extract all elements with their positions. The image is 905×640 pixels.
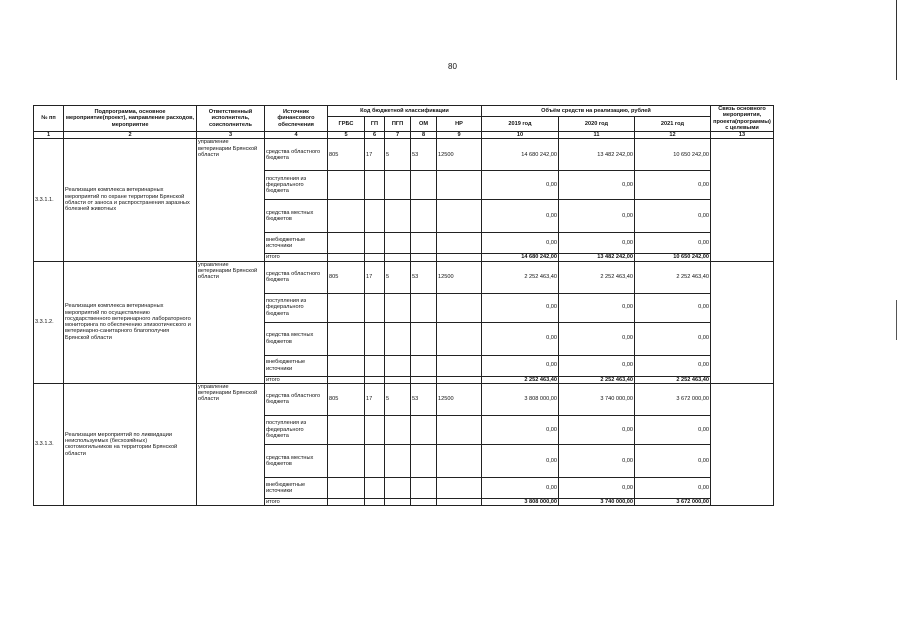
amount-2019: 0,00 (482, 444, 559, 477)
pgp-cell (385, 355, 411, 376)
item-number: 3.3.1.1. (34, 139, 64, 261)
amount-2021: 0,00 (635, 355, 711, 376)
total-2019: 2 252 463,40 (482, 376, 559, 383)
om-cell (411, 477, 437, 498)
source-local: средства местных бюджетов (265, 322, 328, 355)
source-regional: средства областного бюджета (265, 261, 328, 293)
pgp-cell (385, 376, 411, 383)
total-2021: 3 672 000,00 (635, 498, 711, 505)
nr-cell (437, 293, 482, 322)
gp-cell (365, 376, 385, 383)
header-grbs: ГРБС (328, 117, 365, 132)
header-2019: 2019 год (482, 117, 559, 132)
nr-cell: 12500 (437, 261, 482, 293)
pgp-cell (385, 293, 411, 322)
grbs-cell (328, 293, 365, 322)
om-cell (411, 233, 437, 254)
om-cell (411, 415, 437, 444)
item-number: 3.3.1.3. (34, 383, 64, 505)
column-number-row (34, 132, 774, 139)
margin-rule-lower (896, 300, 897, 340)
grbs-cell (328, 233, 365, 254)
nr-cell (437, 233, 482, 254)
source-extra: внебюджетные источники (265, 233, 328, 254)
om-cell (411, 498, 437, 505)
gp-cell (365, 322, 385, 355)
om-cell (411, 355, 437, 376)
amount-2020: 0,00 (559, 322, 635, 355)
pgp-cell (385, 233, 411, 254)
col-number: 1 (34, 132, 64, 139)
header-volume: Объём средств на реализацию, рублей (482, 106, 711, 117)
header-pgp: ПГП (385, 117, 411, 132)
header-executor: Ответственный исполнитель, соисполнитель (197, 106, 265, 132)
pgp-cell (385, 444, 411, 477)
amount-2021: 0,00 (635, 233, 711, 254)
om-cell (411, 254, 437, 261)
grbs-cell (328, 477, 365, 498)
grbs-cell (328, 444, 365, 477)
om-cell (411, 200, 437, 233)
amount-2019: 0,00 (482, 233, 559, 254)
col-number: 11 (559, 132, 635, 139)
amount-2019: 0,00 (482, 355, 559, 376)
amount-2019: 0,00 (482, 415, 559, 444)
amount-2019: 14 680 242,00 (482, 139, 559, 171)
source-extra: внебюджетные источники (265, 355, 328, 376)
grbs-cell (328, 200, 365, 233)
item-description: Реализация комплекса ветеринарных мероприятий по охране территории Брянской области от заноса и распространения заразных болезней животных (64, 139, 197, 261)
header-2021: 2021 год (635, 117, 711, 132)
col-number: 4 (265, 132, 328, 139)
nr-cell (437, 355, 482, 376)
amount-2020: 0,00 (559, 355, 635, 376)
header-nr: НР (437, 117, 482, 132)
col-number: 7 (385, 132, 411, 139)
grbs-cell (328, 322, 365, 355)
gp-cell (365, 200, 385, 233)
nr-cell: 12500 (437, 139, 482, 171)
col-number: 6 (365, 132, 385, 139)
item-description: Реализация комплекса ветеринарных мероприятий по осуществлению государственного ветеринарного лабораторного мониторинга по обеспечению эпизоотического и ветеринарно-санитарного благополучия Брянской области (64, 261, 197, 383)
amount-2020: 13 482 242,00 (559, 139, 635, 171)
grbs-cell (328, 355, 365, 376)
nr-cell (437, 322, 482, 355)
amount-2021: 0,00 (635, 444, 711, 477)
header-row-1 (34, 106, 774, 117)
amount-2019: 0,00 (482, 322, 559, 355)
table-row (34, 383, 774, 415)
grbs-cell (328, 498, 365, 505)
om-cell (411, 376, 437, 383)
amount-2020: 0,00 (559, 293, 635, 322)
item-executor: управление ветеринарии Брянской области (197, 139, 265, 261)
grbs-cell (328, 171, 365, 200)
pgp-cell (385, 498, 411, 505)
col-number: 2 (64, 132, 197, 139)
total-2020: 3 740 000,00 (559, 498, 635, 505)
grbs-cell: 805 (328, 139, 365, 171)
table-row (34, 261, 774, 293)
item-number: 3.3.1.2. (34, 261, 64, 383)
grbs-cell (328, 376, 365, 383)
nr-cell: 12500 (437, 383, 482, 415)
nr-cell (437, 415, 482, 444)
nr-cell (437, 498, 482, 505)
gp-cell: 17 (365, 261, 385, 293)
header-om: ОМ (411, 117, 437, 132)
item-executor: управление ветеринарии Брянской области (197, 383, 265, 505)
om-cell: 53 (411, 139, 437, 171)
om-cell: 53 (411, 383, 437, 415)
amount-2019: 3 808 000,00 (482, 383, 559, 415)
header-link: Связь основного мероприятия, проекта(программы) с целевыми (711, 106, 774, 132)
link-cell (711, 261, 774, 383)
source-local: средства местных бюджетов (265, 200, 328, 233)
amount-2021: 0,00 (635, 477, 711, 498)
source-total: итого (265, 254, 328, 261)
grbs-cell: 805 (328, 261, 365, 293)
om-cell (411, 444, 437, 477)
gp-cell (365, 233, 385, 254)
gp-cell (365, 498, 385, 505)
amount-2020: 3 740 000,00 (559, 383, 635, 415)
pgp-cell (385, 322, 411, 355)
header-2020: 2020 год (559, 117, 635, 132)
amount-2021: 0,00 (635, 322, 711, 355)
col-number: 13 (711, 132, 774, 139)
total-2021: 2 252 463,40 (635, 376, 711, 383)
pgp-cell: 5 (385, 139, 411, 171)
header-gp: ГП (365, 117, 385, 132)
total-2019: 14 680 242,00 (482, 254, 559, 261)
source-regional: средства областного бюджета (265, 139, 328, 171)
om-cell (411, 293, 437, 322)
amount-2020: 0,00 (559, 444, 635, 477)
total-2020: 13 482 242,00 (559, 254, 635, 261)
item-description: Реализация мероприятий по ликвидации неиспользуемых (бесхозяйных) скотомогильников на территории Брянской области (64, 383, 197, 505)
pgp-cell (385, 477, 411, 498)
amount-2021: 3 672 000,00 (635, 383, 711, 415)
grbs-cell (328, 254, 365, 261)
total-2020: 2 252 463,40 (559, 376, 635, 383)
gp-cell (365, 293, 385, 322)
pgp-cell: 5 (385, 383, 411, 415)
link-cell (711, 139, 774, 261)
grbs-cell (328, 415, 365, 444)
link-cell (711, 383, 774, 505)
col-number: 12 (635, 132, 711, 139)
nr-cell (437, 200, 482, 233)
amount-2019: 2 252 463,40 (482, 261, 559, 293)
source-total: итого (265, 498, 328, 505)
amount-2020: 0,00 (559, 233, 635, 254)
source-federal: поступления из федерального бюджета (265, 171, 328, 200)
amount-2021: 0,00 (635, 293, 711, 322)
gp-cell (365, 444, 385, 477)
nr-cell (437, 444, 482, 477)
header-subprogram: Подпрограмма, основное мероприятие(проект), направление расходов, мероприятие (64, 106, 197, 132)
nr-cell (437, 254, 482, 261)
pgp-cell (385, 415, 411, 444)
amount-2020: 0,00 (559, 477, 635, 498)
amount-2021: 10 650 242,00 (635, 139, 711, 171)
gp-cell (365, 355, 385, 376)
amount-2021: 0,00 (635, 171, 711, 200)
margin-rule (896, 0, 897, 80)
item-executor: управление ветеринарии Брянской области (197, 261, 265, 383)
amount-2020: 0,00 (559, 415, 635, 444)
om-cell: 53 (411, 261, 437, 293)
total-2021: 10 650 242,00 (635, 254, 711, 261)
amount-2019: 0,00 (482, 200, 559, 233)
source-regional: средства областного бюджета (265, 383, 328, 415)
header-source: Источник финансового обеспечения (265, 106, 328, 132)
header-no: № пп (34, 106, 64, 132)
col-number: 3 (197, 132, 265, 139)
gp-cell (365, 171, 385, 200)
source-total: итого (265, 376, 328, 383)
table-row (34, 139, 774, 171)
amount-2019: 0,00 (482, 171, 559, 200)
col-number: 9 (437, 132, 482, 139)
col-number: 5 (328, 132, 365, 139)
gp-cell (365, 477, 385, 498)
om-cell (411, 322, 437, 355)
amount-2019: 0,00 (482, 293, 559, 322)
total-2019: 3 808 000,00 (482, 498, 559, 505)
pgp-cell (385, 254, 411, 261)
gp-cell (365, 254, 385, 261)
gp-cell: 17 (365, 383, 385, 415)
budget-table (33, 105, 774, 506)
pgp-cell: 5 (385, 261, 411, 293)
col-number: 10 (482, 132, 559, 139)
om-cell (411, 171, 437, 200)
grbs-cell: 805 (328, 383, 365, 415)
amount-2020: 0,00 (559, 171, 635, 200)
source-federal: поступления из федерального бюджета (265, 415, 328, 444)
source-extra: внебюджетные источники (265, 477, 328, 498)
source-federal: поступления из федерального бюджета (265, 293, 328, 322)
gp-cell (365, 415, 385, 444)
gp-cell: 17 (365, 139, 385, 171)
header-budget-code: Код бюджетной классификации (328, 106, 482, 117)
amount-2021: 2 252 463,40 (635, 261, 711, 293)
pgp-cell (385, 200, 411, 233)
amount-2021: 0,00 (635, 415, 711, 444)
nr-cell (437, 477, 482, 498)
amount-2019: 0,00 (482, 477, 559, 498)
nr-cell (437, 171, 482, 200)
pgp-cell (385, 171, 411, 200)
source-local: средства местных бюджетов (265, 444, 328, 477)
col-number: 8 (411, 132, 437, 139)
amount-2020: 0,00 (559, 200, 635, 233)
page-number: 80 (448, 62, 457, 71)
nr-cell (437, 376, 482, 383)
amount-2020: 2 252 463,40 (559, 261, 635, 293)
amount-2021: 0,00 (635, 200, 711, 233)
